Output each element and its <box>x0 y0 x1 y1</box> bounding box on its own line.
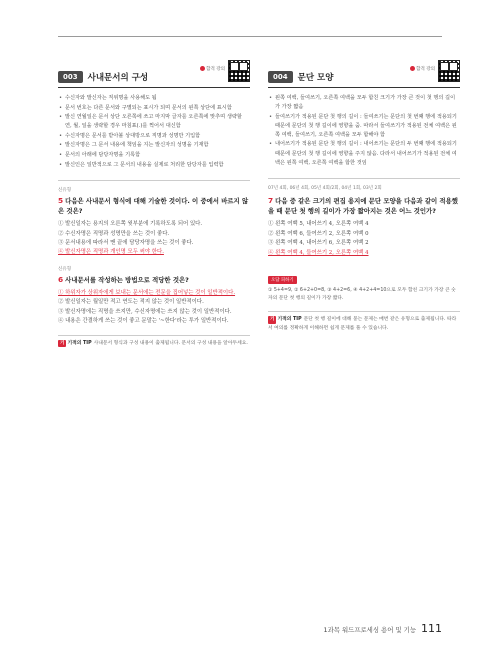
question-number: 6 <box>58 274 64 284</box>
lecture-badge-label: 합격 강의 <box>416 67 435 72</box>
tip-badge: 기 <box>270 317 275 323</box>
lecture-badge <box>410 66 435 72</box>
bullet-item: • 발신자명은 그 문서 내용에 책임을 지는 발신자의 성명을 기재함 <box>58 141 250 150</box>
page-number: 111 <box>421 622 442 635</box>
question-body: 다음은 사내문서 형식에 대해 기술한 것이다. 이 중에서 바르지 않은 것은? <box>58 197 249 216</box>
bullet-item: • 발신인은 일반적으로 그 문서의 내용을 실제로 처리한 담당자를 입력함 <box>58 161 250 170</box>
section-number: 004 <box>268 71 293 83</box>
option-correct: ④ 왼쪽 여백 4, 들여쓰기 2, 오른쪽 여백 4 <box>268 249 369 256</box>
question-body: 사내문서를 작성하는 방법으로 적당한 것은? <box>65 275 189 284</box>
tip-label: 기적의 TIP <box>67 340 92 346</box>
tip-badge: 기 <box>60 340 65 346</box>
answer-options <box>58 220 250 258</box>
top-rule <box>58 36 442 37</box>
section-title: 사내문서의 구성 <box>87 73 149 83</box>
question-text <box>58 195 250 217</box>
question-5 <box>58 187 250 258</box>
question-tag: 신유형 <box>58 266 72 272</box>
section-header-004 <box>268 60 460 88</box>
question-number: 7 <box>268 196 274 206</box>
option: ② 수신자명은 직명과 성명만을 쓰는 것이 좋다. <box>58 230 170 237</box>
left-column <box>58 60 250 348</box>
option: ② 발신일자는 월일만 적고 연도는 적지 않는 것이 일반적이다. <box>58 299 204 306</box>
lecture-badge-label: 합격 강의 <box>206 67 225 72</box>
question-text <box>58 274 250 286</box>
bullet-item: • 문서의 아래에 담당자명을 기록함 <box>58 151 250 160</box>
bullet-item: • 들여쓰기가 적용된 문단 첫 행의 길이 : 들여쓰기는 문단의 첫 번째 행에 적용되기 때문에 문단의 첫 행 길이에 영향을 줌. 따라서 들여쓰기가 적용된 전체 여백은 왼쪽 여백, 들여쓰기, 오른쪽 여백을 모두 합해야 함 <box>268 113 460 140</box>
section-number: 003 <box>58 71 83 83</box>
divider <box>58 180 250 181</box>
option: ① 왼쪽 여백 5, 내어쓰기 4, 오른쪽 여백 4 <box>268 221 369 228</box>
answer-options <box>268 220 460 258</box>
divider <box>268 178 460 179</box>
summary-bullets <box>58 88 250 176</box>
option-correct: ④ 발신자명은 직명과 개인명 모두 써야 한다. <box>58 249 164 256</box>
exam-source: 07년 4회, 06년 4회, 05년 4회/2회, 04년 1회, 03년 2회 <box>268 186 382 192</box>
bullet-item: • 왼쪽 여백, 들여쓰기, 오른쪽 여백을 모두 합친 크기가 가장 큰 것이 첫 행의 길이가 가장 짧음 <box>268 94 460 112</box>
explanation-text: ① 5+4=9, ② 6+2+0=8, ③ 4+2=6, ④ 4+2+4=10으로 모두 합친 크기가 가장 큰 숫자의 문단 첫 행의 길이가 가장 짧다. <box>268 288 456 302</box>
tip-box <box>58 335 250 348</box>
question-number: 5 <box>58 196 64 206</box>
tip-text: 문단 첫 행 길이에 대해 묻는 문제는 매번 같은 유형으로 출제됩니다. 따라서 여의를 정확하게 이해하면 쉽게 문제를 풀 수 있습니다. <box>268 317 457 331</box>
option: ③ 왼쪽 여백 4, 내어쓰기 6, 오른쪽 여백 2 <box>268 240 369 247</box>
explanation-tag: 오답 피하기 <box>268 276 297 284</box>
option-correct: ① 하위자가 상위자에게 보내는 문서에는 전문을 집어넣는 것이 일반적이다. <box>58 289 236 296</box>
question-tag: 신유형 <box>58 188 72 194</box>
option: ① 발신일자는 용지의 오른쪽 윗부분에 기록하도록 되어 있다. <box>58 221 203 228</box>
record-icon <box>410 66 415 71</box>
right-column <box>268 60 460 333</box>
summary-bullets <box>268 88 460 174</box>
answer-options <box>58 289 250 327</box>
section-header-003 <box>58 60 250 88</box>
option: ③ 발신자명에는 직명을 쓰지만, 수신자명에는 쓰지 않는 것이 일반적이다. <box>58 308 232 315</box>
section-title: 문단 모양 <box>297 73 334 83</box>
tip-label: 기적의 TIP <box>277 317 302 323</box>
option: ④ 내용은 간결하게 쓰는 것이 좋고 문말는 '~한다'라는 투가 일반적이다. <box>58 318 229 325</box>
chapter-title: 1과목 워드프로세싱 용어 및 기능 <box>323 626 416 634</box>
tip-box <box>268 311 460 332</box>
qr-code-icon <box>438 60 460 82</box>
page-footer <box>324 622 442 635</box>
option: ② 왼쪽 여백 6, 들여쓰기 2, 오른쪽 여백 0 <box>268 230 369 237</box>
lecture-badge <box>200 66 225 72</box>
bullet-item: • 내어쓰기가 적용된 문단 첫 행의 길이 : 내어쓰기는 문단의 두 번째 행에 적용되기 때문에 문단의 첫 행 길이에 영향을 주지 않음. 다라서 내어쓰기가 적용된 전체 여백은 왼쪽 여백, 오른쪽 여백을 합한 것임 <box>268 140 460 167</box>
record-icon <box>200 66 205 71</box>
option: ③ 문서내용에 따라서 맨 끝에 담당자명을 쓰는 것이 좋다. <box>58 240 194 246</box>
question-body: 다음 중 같은 크기의 편집 용지에 문단 모양을 다음과 같이 적용했을 때 문단 첫 행의 길이가 가장 짧아지는 것은 어느 것인가? <box>268 197 458 216</box>
tip-text: 사내문서 형식과 구성 내용이 출제됩니다. 문서의 구성 내용을 알아두세요. <box>93 340 248 346</box>
bullet-item: • 발신 연월일은 문서 상단 오른쪽에 쓰고 마지막 글자를 오른쪽에 맞추며 생략할 연, 월, 일을 생략할 경우 마침표(.)를 찍어서 대신함 <box>58 113 250 131</box>
question-text <box>268 195 460 217</box>
bullet-item: • 수신자와 발신자는 직위명을 사용해도 됨 <box>58 94 250 103</box>
question-7 <box>268 185 460 258</box>
question-6 <box>58 266 250 327</box>
bullet-item: • 수신자명은 문서를 받아볼 상대방으로 직명과 성명만 기입함 <box>58 132 250 141</box>
bullet-item: • 문서 번호는 다른 문서와 구별되는 표시가 되며 문서의 왼쪽 상단에 표시함 <box>58 104 250 113</box>
qr-code-icon <box>228 60 250 82</box>
